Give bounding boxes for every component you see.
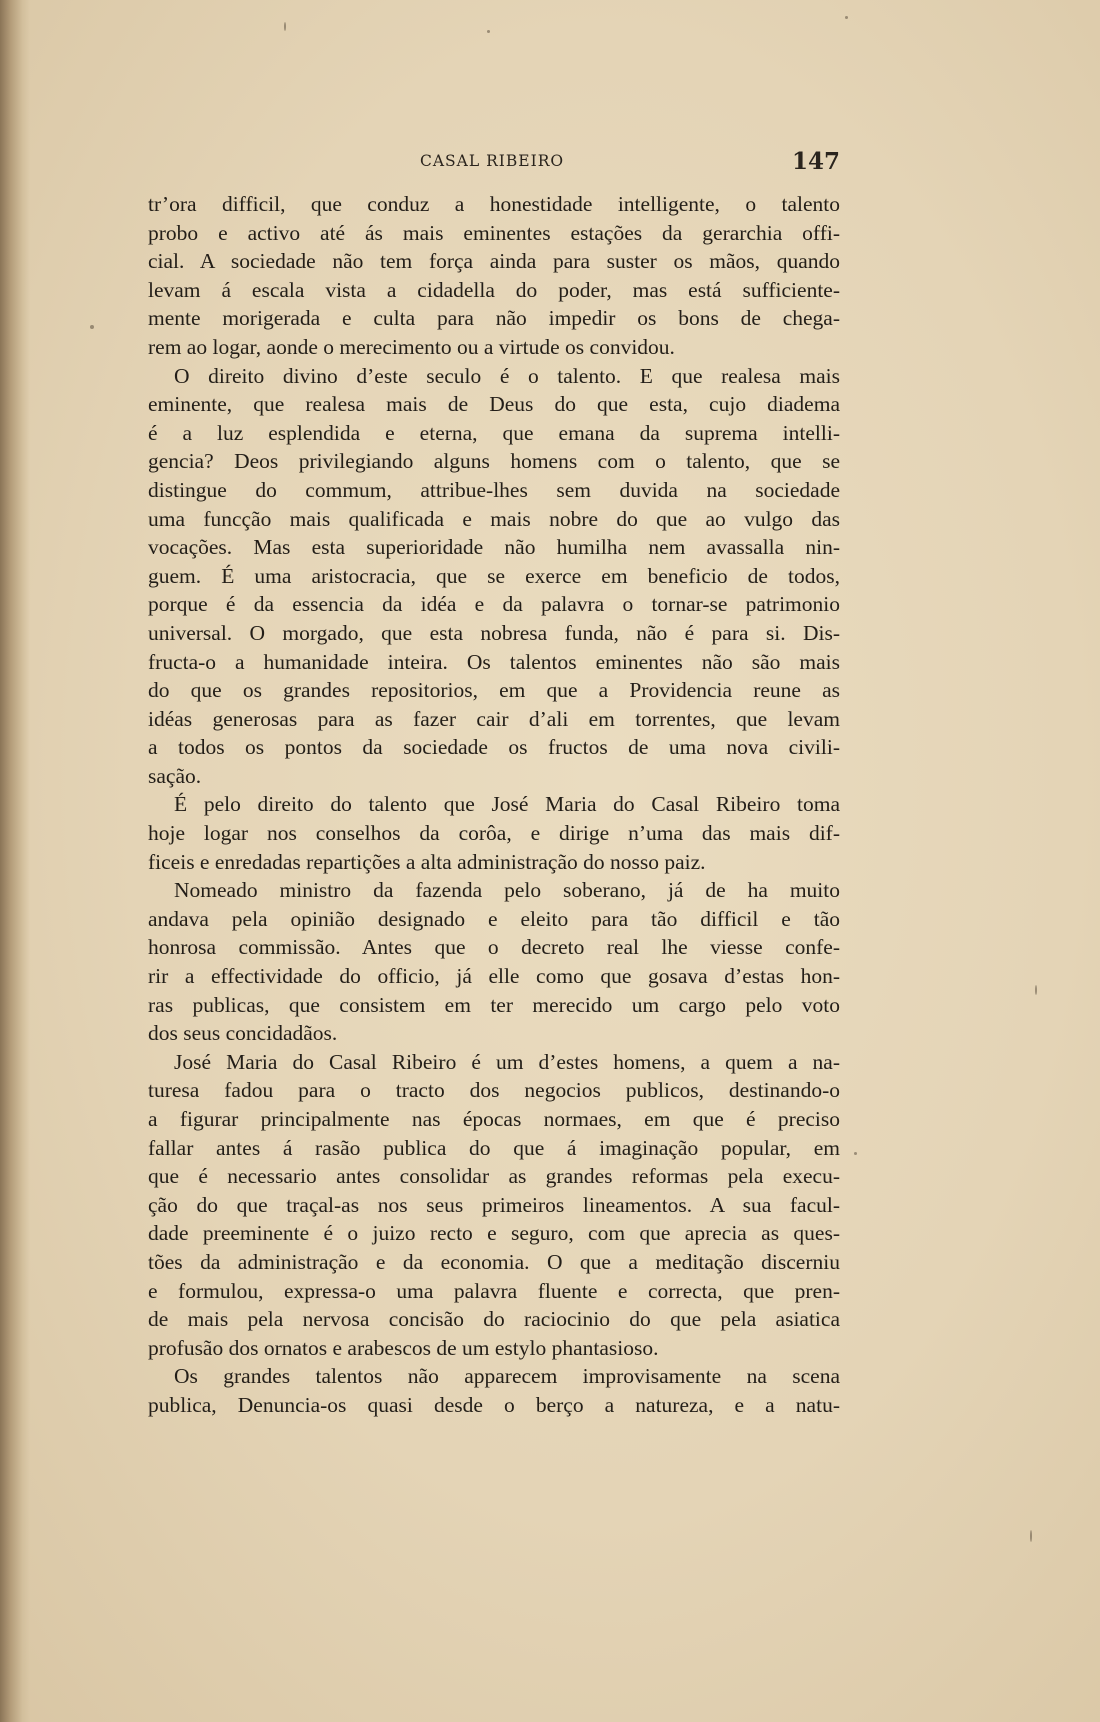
page-number: 147 bbox=[791, 148, 840, 175]
text-line: Os grandes talentos não apparecem improvisamente na scena bbox=[174, 1364, 840, 1389]
paper-speck bbox=[487, 30, 490, 33]
text-line: tões da administração e da economia. O que a meditação discerniu bbox=[148, 1249, 840, 1274]
running-header bbox=[148, 148, 840, 174]
paper-speck bbox=[1030, 1530, 1032, 1542]
text-line: É pelo direito do talento que José Maria do Casal Ribeiro toma bbox=[174, 792, 840, 817]
text-line: cial. A sociedade não tem força ainda para suster os mãos, quando bbox=[148, 249, 840, 274]
text-line: dade preeminente é o juizo recto e seguro, com que aprecia as ques- bbox=[148, 1221, 840, 1246]
text-line: a todos os pontos da sociedade os fructos de uma nova civili- bbox=[148, 735, 840, 760]
text-line: ção do que traçal-as nos seus primeiros lineamentos. A sua facul- bbox=[148, 1192, 840, 1217]
text-line: turesa fadou para o tracto dos negocios publicos, destinando-o bbox=[148, 1078, 840, 1103]
paper-speck bbox=[854, 1152, 857, 1155]
text-line: Nomeado ministro da fazenda pelo soberano, já de ha muito bbox=[174, 878, 840, 903]
text-line: e formulou, expressa-o uma palavra fluente e correcta, que pren- bbox=[148, 1278, 840, 1303]
running-title: CASAL RIBEIRO bbox=[420, 152, 565, 170]
text-line: ras publicas, que consistem em ter merecido um cargo pelo voto bbox=[148, 992, 840, 1017]
text-line: publica, Denuncia-os quasi desde o berço a natureza, e a natu- bbox=[148, 1392, 840, 1417]
text-line: uma funcção mais qualificada e mais nobre do que ao vulgo das bbox=[148, 506, 840, 531]
text-line: fallar antes á rasão publica do que á imaginação popular, em bbox=[148, 1135, 840, 1160]
text-line: eminente, que realesa mais de Deus do que esta, cujo diadema bbox=[148, 392, 840, 417]
text-line: tr’ora difficil, que conduz a honestidade intelligente, o talento bbox=[148, 192, 840, 216]
text-line: dos seus concidadãos. bbox=[148, 1021, 338, 1046]
text-line: que é necessario antes consolidar as grandes reformas pela execu- bbox=[148, 1164, 840, 1189]
text-line: hoje logar nos conselhos da corôa, e dirige n’uma das mais dif- bbox=[148, 821, 840, 846]
text-line: sação. bbox=[148, 763, 202, 788]
page-spine-shadow bbox=[0, 0, 30, 1722]
text-line: é a luz esplendida e eterna, que emana da suprema intelli- bbox=[148, 420, 840, 445]
text-line: idéas generosas para as fazer cair d’ali em torrentes, que levam bbox=[148, 706, 840, 731]
paper-speck bbox=[284, 22, 286, 31]
text-line: rem ao logar, aonde o merecimento ou a virtude os convidou. bbox=[148, 334, 675, 359]
text-line: O direito divino d’este seculo é o talento. E que realesa mais bbox=[174, 363, 840, 388]
text-line: distingue do commum, attribue-lhes sem duvida na sociedade bbox=[148, 477, 840, 502]
paper-speck bbox=[845, 16, 848, 19]
text-line: vocações. Mas esta superioridade não humilha nem avassalla nin- bbox=[148, 535, 840, 560]
text-line: universal. O morgado, que esta nobresa funda, não é para si. Dis- bbox=[148, 620, 840, 645]
text-line: andava pela opinião designado e eleito para tão difficil e tão bbox=[148, 906, 840, 931]
text-line: fructa-o a humanidade inteira. Os talentos eminentes não são mais bbox=[148, 649, 840, 674]
text-line: guem. É uma aristocracia, que se exerce em beneficio de todos, bbox=[148, 563, 840, 588]
text-line: de mais pela nervosa concisão do raciocinio do que pela asiatica bbox=[148, 1307, 840, 1332]
body-text bbox=[148, 190, 840, 1420]
text-line: José Maria do Casal Ribeiro é um d’estes homens, a quem a na- bbox=[174, 1049, 840, 1074]
text-line: do que os grandes repositorios, em que a Providencia reune as bbox=[148, 678, 840, 703]
text-line: rir a effectividade do officio, já elle como que gosava d’estas hon- bbox=[148, 964, 840, 989]
text-line: porque é da essencia da idéa e da palavra o tornar-se patrimonio bbox=[148, 592, 840, 617]
text-line: honrosa commissão. Antes que o decreto real lhe viesse confe- bbox=[148, 935, 840, 960]
paper-speck bbox=[1035, 985, 1037, 995]
text-line: ficeis e enredadas repartições a alta administração do nosso paiz. bbox=[148, 849, 706, 874]
text-line: gencia? Deos privilegiando alguns homens com o talento, que se bbox=[148, 449, 840, 474]
text-line: probo e activo até ás mais eminentes estações da gerarchia offi- bbox=[148, 220, 840, 245]
text-line: a figurar principalmente nas épocas normaes, em que é preciso bbox=[148, 1107, 840, 1131]
text-line: levam á escala vista a cidadella do poder, mas está sufficiente- bbox=[148, 277, 840, 302]
text-line: mente morigerada e culta para não impedir os bons de chega- bbox=[148, 306, 840, 331]
text-line: profusão dos ornatos e arabescos de um estylo phantasioso. bbox=[148, 1335, 659, 1360]
paper-speck bbox=[90, 325, 94, 329]
